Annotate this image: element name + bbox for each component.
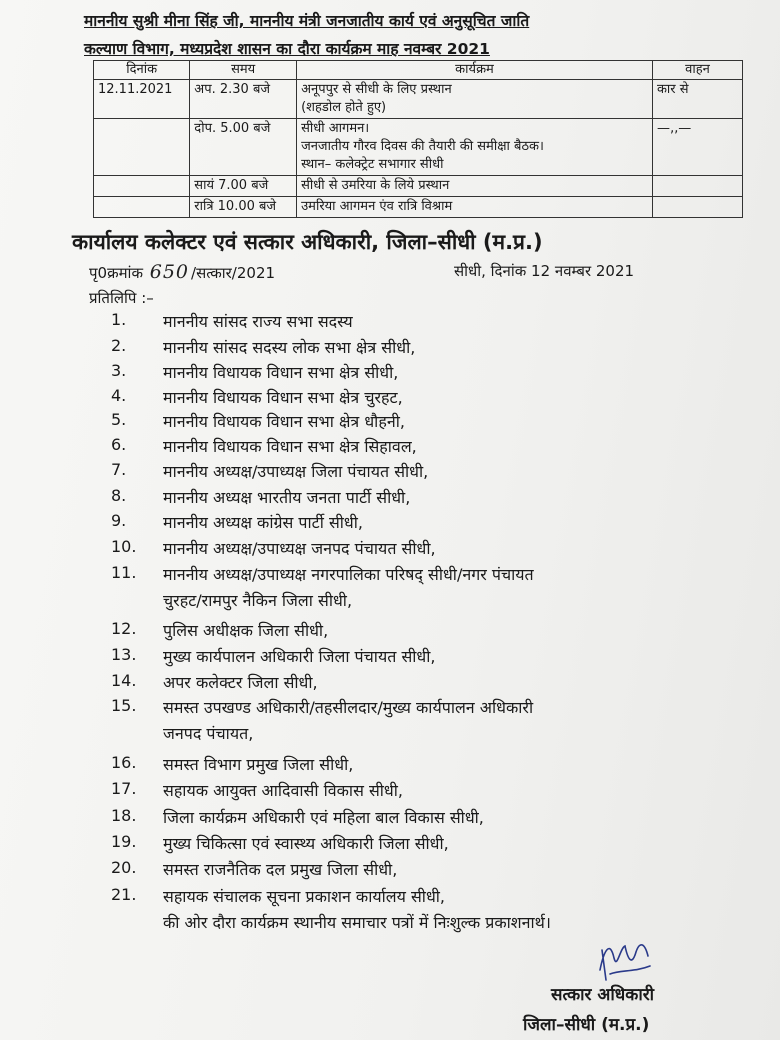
schedule-vehicle: कार से xyxy=(652,80,742,119)
item-number: 18. xyxy=(111,806,137,825)
item-number: 13. xyxy=(111,645,137,664)
item-text-continued: चुरहट/रामपुर नैकिन जिला सीधी, xyxy=(163,591,353,610)
program-line: सीधी आगमन। xyxy=(301,121,370,136)
schedule-time: दोप. 5.00 बजे xyxy=(190,119,297,176)
copy-to-label: प्रतिलिपि :– xyxy=(89,289,154,307)
schedule-header-row xyxy=(94,61,743,80)
schedule-date: 12.11.2021 xyxy=(94,80,190,119)
letter-date: सीधी, दिनांक 12 नवम्बर 2021 xyxy=(454,262,635,280)
schedule-time: अप. 2.30 बजे xyxy=(190,80,297,119)
schedule-row xyxy=(94,119,743,176)
item-text: माननीय अध्यक्ष भारतीय जनता पार्टी सीधी, xyxy=(163,488,411,507)
handwritten-reference-number: 650 xyxy=(149,261,190,283)
program-line: जनजातीय गौरव दिवस की तैयारी की समीक्षा बैठक। xyxy=(301,139,544,154)
item-number: 8. xyxy=(111,486,127,505)
item-number: 20. xyxy=(111,858,137,877)
program-line: सीधी से उमरिया के लिये प्रस्थान xyxy=(301,178,450,193)
item-number: 10. xyxy=(111,537,137,556)
item-number: 6. xyxy=(111,435,127,454)
column-header-vehicle: वाहन xyxy=(652,61,742,80)
item-text: माननीय सांसद सदस्य लोक सभा क्षेत्र सीधी, xyxy=(163,338,416,357)
item-text: अपर कलेक्टर जिला सीधी, xyxy=(163,673,318,692)
item-number: 11. xyxy=(111,563,137,582)
item-text: पुलिस अधीक्षक जिला सीधी, xyxy=(163,621,329,640)
schedule-program xyxy=(297,119,653,176)
item-text: माननीय अध्यक्ष/उपाध्यक्ष जनपद पंचायत सीधी, xyxy=(163,539,436,558)
item-number: 9. xyxy=(111,511,127,530)
column-header-time: समय xyxy=(190,61,297,80)
schedule-row xyxy=(94,176,743,197)
item-number: 7. xyxy=(111,460,127,479)
column-header-date: दिनांक xyxy=(94,61,190,80)
office-title: कार्यालय कलेक्टर एवं सत्कार अधिकारी, जिला–सीधी (म.प्र.) xyxy=(72,230,543,254)
schedule-row xyxy=(94,197,743,218)
column-header-program: कार्यक्रम xyxy=(297,61,653,80)
item-number: 15. xyxy=(111,696,137,715)
item-text: समस्त राजनैतिक दल प्रमुख जिला सीधी, xyxy=(163,860,398,879)
schedule-date xyxy=(94,197,190,218)
item-number: 14. xyxy=(111,671,137,690)
item-text: माननीय विधायक विधान सभा क्षेत्र धौहनी, xyxy=(163,412,405,431)
item-text: माननीय विधायक विधान सभा क्षेत्र चुरहट, xyxy=(163,388,403,407)
item-number: 12. xyxy=(111,619,137,638)
item-text: माननीय सांसद राज्य सभा सदस्य xyxy=(163,312,353,331)
item-number: 17. xyxy=(111,779,137,798)
schedule-program xyxy=(297,80,653,119)
tour-heading-line-1: माननीय सुश्री मीना सिंह जी, माननीय मंत्री जनजातीय कार्य एवं अनुसूचित जाति xyxy=(84,12,530,30)
schedule-vehicle xyxy=(652,197,742,218)
item-text: माननीय विधायक विधान सभा क्षेत्र सिहावल, xyxy=(163,437,417,456)
item-text: जिला कार्यक्रम अधिकारी एवं महिला बाल विकास सीधी, xyxy=(163,808,484,827)
handwritten-signature xyxy=(590,930,670,990)
reference-number xyxy=(89,261,275,283)
tour-heading-line-2: कल्याण विभाग, मध्यप्रदेश शासन का दौरा कार्यक्रम माह नवम्बर 2021 xyxy=(84,40,490,58)
signatory-district: जिला–सीधी (म.प्र.) xyxy=(523,1015,650,1035)
item-number: 19. xyxy=(111,832,137,851)
program-line: उमरिया आगमन एंव रात्रि विश्राम xyxy=(301,199,453,214)
item-text: माननीय विधायक विधान सभा क्षेत्र सीधी, xyxy=(163,363,399,382)
item-text: समस्त विभाग प्रमुख जिला सीधी, xyxy=(163,755,354,774)
schedule-date xyxy=(94,119,190,176)
item-text: माननीय अध्यक्ष/उपाध्यक्ष जिला पंचायत सीधी, xyxy=(163,462,429,481)
schedule-date xyxy=(94,176,190,197)
item-number: 4. xyxy=(111,386,127,405)
item-text: मुख्य चिकित्सा एवं स्वास्थ्य अधिकारी जिला सीधी, xyxy=(163,834,449,853)
schedule-time: सायं 7.00 बजे xyxy=(190,176,297,197)
item-number: 5. xyxy=(111,410,127,429)
reference-prefix: पृ0क्रमांक xyxy=(89,264,143,282)
program-line: अनूपपुर से सीधी के लिए प्रस्थान xyxy=(301,82,452,97)
schedule-program xyxy=(297,197,653,218)
tour-schedule-table xyxy=(93,60,743,218)
item-number: 2. xyxy=(111,336,127,355)
item-text: सहायक आयुक्त आदिवासी विकास सीधी, xyxy=(163,781,404,800)
schedule-vehicle: —‚‚— xyxy=(652,119,742,176)
item-text: माननीय अध्यक्ष कांग्रेस पार्टी सीधी, xyxy=(163,513,363,532)
schedule-time: रात्रि 10.00 बजे xyxy=(190,197,297,218)
item-text: मुख्य कार्यपालन अधिकारी जिला पंचायत सीधी, xyxy=(163,647,436,666)
item-text-continued: की ओर दौरा कार्यक्रम स्थानीय समाचार पत्रों में निःशुल्क प्रकाशनार्थ। xyxy=(163,913,551,932)
item-text-continued: जनपद पंचायत, xyxy=(163,724,254,743)
signatory-designation: सत्कार अधिकारी xyxy=(551,985,655,1005)
item-text: समस्त उपखण्ड अधिकारी/तहसीलदार/मुख्य कार्यपालन अधिकारी xyxy=(163,698,534,717)
item-number: 3. xyxy=(111,361,127,380)
schedule-program xyxy=(297,176,653,197)
program-line: स्थान– कलेक्ट्रेट सभागार सीधी xyxy=(301,157,444,172)
schedule-row xyxy=(94,80,743,119)
item-text: सहायक संचालक सूचना प्रकाशन कार्यालय सीधी, xyxy=(163,887,446,906)
item-number: 21. xyxy=(111,885,137,904)
item-number: 1. xyxy=(111,310,127,329)
item-number: 16. xyxy=(111,753,137,772)
schedule-vehicle xyxy=(652,176,742,197)
program-line: (शहडोल होते हुए) xyxy=(301,100,387,115)
reference-suffix: /सत्कार/2021 xyxy=(191,264,276,282)
item-text: माननीय अध्यक्ष/उपाध्यक्ष नगरपालिका परिषद् सीधी/नगर पंचायत xyxy=(163,565,534,584)
